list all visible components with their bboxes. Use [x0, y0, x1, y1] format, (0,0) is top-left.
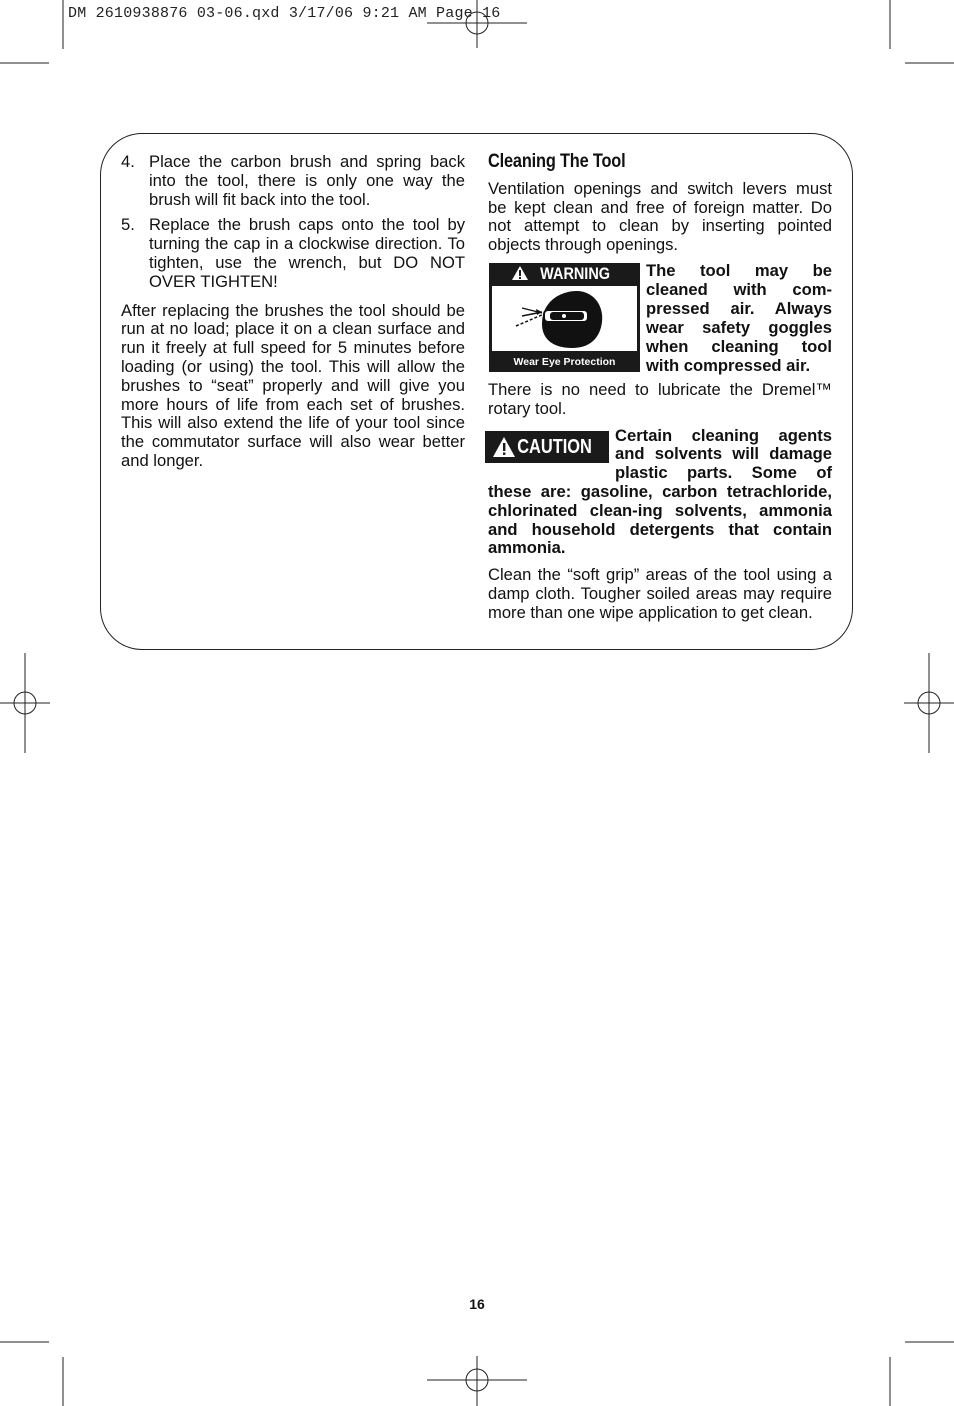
safety-goggles-icon — [492, 286, 637, 351]
print-slug-line: DM 2610938876 03-06.qxd 3/17/06 9:21 AM Page 16 — [68, 5, 501, 22]
warning-block — [488, 261, 832, 373]
caution-title: CAUTION — [517, 435, 593, 458]
warning-caption: Wear Eye Protection — [513, 355, 616, 368]
warning-text: The tool may be cleaned with com-pressed air. Always wear safety goggles when cleaning tool with compressed air. — [646, 260, 832, 375]
step-text: Place the carbon brush and spring back into the tool, there is only one way the brush will fit back into the tool. — [149, 152, 465, 209]
step-number: 5. — [121, 215, 135, 235]
step-5 — [121, 216, 465, 291]
step-text: Replace the brush caps onto the tool by turning the cap in a clockwise direction. To tighten, use the wrench, but DO NOT OVER TIGHTEN! — [149, 215, 465, 291]
left-column — [121, 153, 465, 471]
caution-block — [488, 427, 832, 559]
alert-triangle-icon — [512, 266, 528, 280]
page-number: 16 — [469, 1296, 485, 1312]
eye-protection-pictogram — [492, 286, 637, 351]
step-4 — [121, 153, 465, 209]
warning-title: WARNING — [540, 263, 611, 283]
warning-header — [489, 263, 640, 285]
caution-label — [485, 431, 609, 463]
right-column — [488, 153, 832, 623]
lubrication-note: There is no need to lubricate the Dremel™ rotary tool. — [488, 379, 832, 418]
step-number: 4. — [121, 152, 135, 171]
warning-label — [489, 263, 640, 372]
brush-break-in-paragraph: After replacing the brushes the tool should be run at no load; place it on a clean surface and run it freely at full speed for 5 minutes before loading (or using) the tool. This will allow the brushes to “seat” properly and will give you more hours of life from each set of brushes. This will also extend the life of your tool since the commutator surface will also wear better and longer. — [121, 300, 465, 470]
ventilation-paragraph: Ventilation openings and switch levers must be kept clean and free of foreign matter. Do not attempt to clean by inserting pointed objects through openings. — [488, 178, 832, 255]
soft-grip-paragraph: Clean the “soft grip” areas of the tool using a damp cloth. Tougher soiled areas may require more than one wipe application to get clean. — [488, 565, 832, 622]
section-heading: Cleaning The Tool — [488, 151, 626, 172]
caution-text: Certain cleaning agents and solvents will damage plastic parts. Some of these are: gasoline, carbon tetrachloride, chlorinated clean-ing solvents, ammonia and household detergents that contain ammonia. — [488, 425, 832, 558]
alert-triangle-icon — [493, 437, 515, 457]
